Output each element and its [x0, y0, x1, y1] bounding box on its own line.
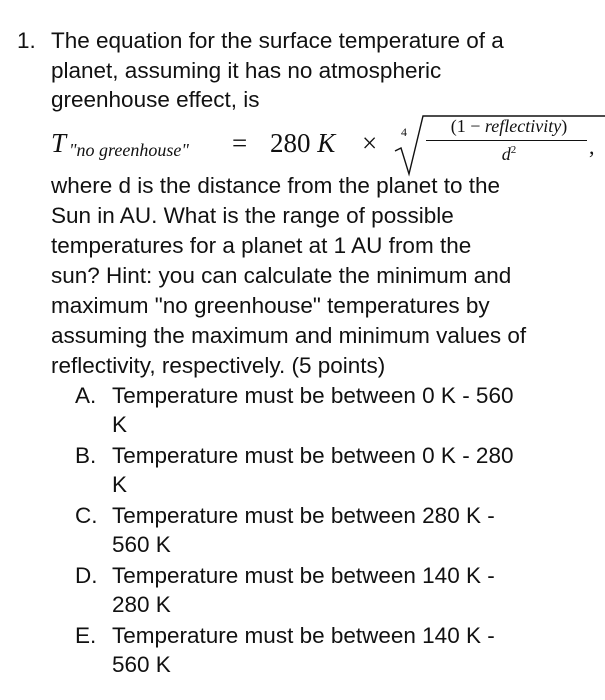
equation-denominator-var: d: [501, 144, 511, 164]
question-text-line: where d is the distance from the planet to the: [51, 173, 501, 198]
equation-times-sign: ×: [362, 128, 378, 158]
option-letter: E.: [75, 623, 97, 648]
equation-root-index: 4: [401, 125, 407, 139]
option-text-line: Temperature must be between 140 K -: [112, 563, 495, 588]
option-text-line: Temperature must be between 0 K - 560: [112, 383, 514, 408]
equation-numerator-close: ): [561, 116, 568, 136]
option-text-line: Temperature must be between 280 K -: [112, 503, 495, 528]
option-letter: B.: [75, 443, 97, 468]
equation-equals-sign: =: [232, 128, 248, 158]
option-text-line: K: [112, 412, 128, 437]
option-letter: A.: [75, 383, 97, 408]
question-text-line: reflectivity, respectively. (5 points): [51, 353, 386, 378]
question-text-line: The equation for the surface temperature of a: [51, 28, 504, 53]
question-text-line: planet, assuming it has no atmospheric: [51, 58, 442, 83]
question-text-line: maximum "no greenhouse" temperatures by: [51, 293, 490, 318]
option-text-line: 560 K: [112, 532, 171, 557]
question-text-line: greenhouse effect, is: [51, 87, 260, 112]
option-letter: C.: [75, 503, 98, 528]
option-text-line: 560 K: [112, 652, 171, 677]
question-text-line: Sun in AU. What is the range of possible: [51, 203, 454, 228]
question-text-line: assuming the maximum and minimum values of: [51, 323, 527, 348]
equation-unit: K: [317, 128, 336, 158]
equation-numerator-variable: reflectivity: [484, 116, 562, 136]
equation-trailing-comma: ,: [589, 134, 595, 159]
equation-constant-value: 280: [270, 128, 311, 158]
question-number: 1.: [17, 28, 36, 53]
equation-numerator-open: (1 −: [450, 116, 485, 136]
option-text-line: Temperature must be between 0 K - 280: [112, 443, 514, 468]
option-text-line: Temperature must be between 140 K -: [112, 623, 495, 648]
equation-subscript: "no greenhouse": [69, 140, 189, 160]
option-text-line: 280 K: [112, 592, 171, 617]
temperature-equation: [51, 112, 601, 174]
equation-constant: [270, 128, 335, 159]
option-text-line: K: [112, 472, 128, 497]
equation-denominator-exponent: 2: [510, 144, 517, 156]
question-text-line: sun? Hint: you can calculate the minimum and: [51, 263, 512, 288]
equation-numerator: [429, 116, 589, 137]
equation-denominator: [429, 144, 589, 165]
equation-fraction-bar: [426, 140, 587, 141]
question-text-line: temperatures for a planet at 1 AU from the: [51, 233, 472, 258]
option-letter: D.: [75, 563, 98, 588]
equation-symbol: T: [51, 128, 67, 158]
